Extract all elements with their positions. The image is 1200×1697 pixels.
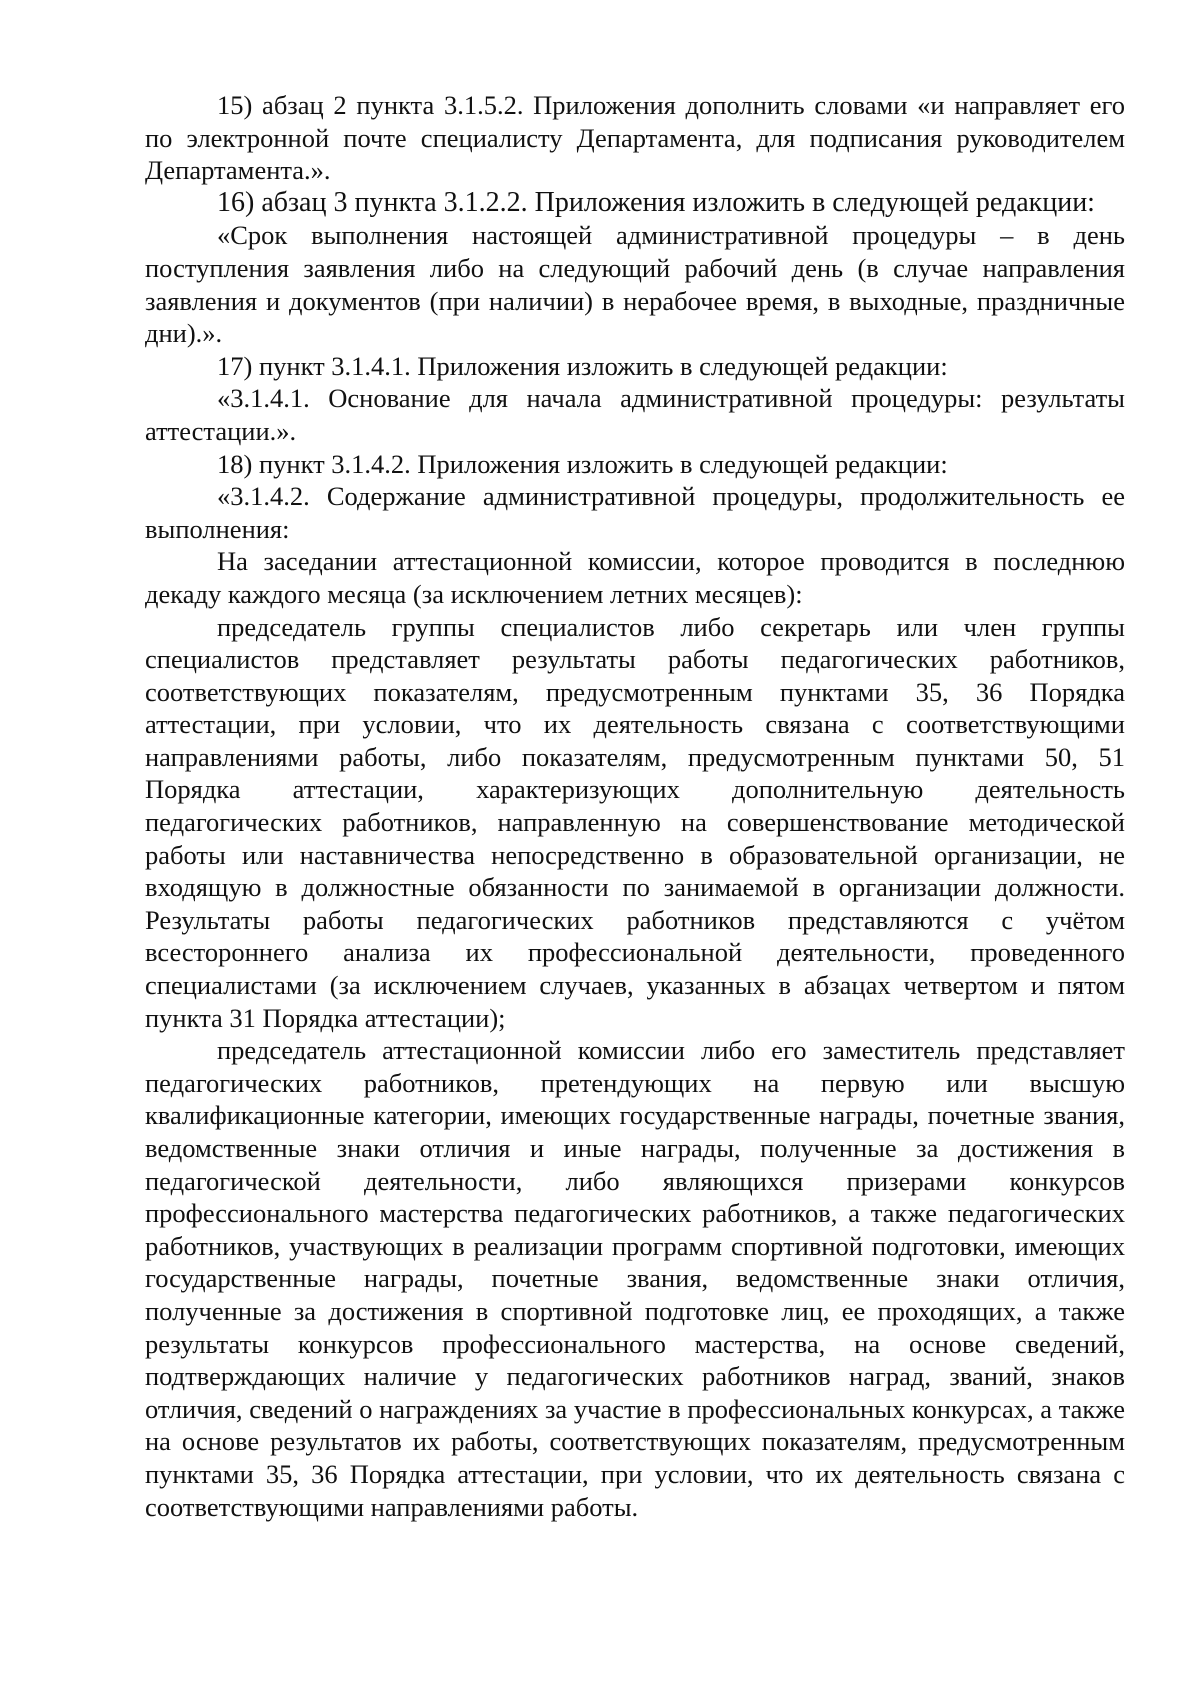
paragraph-group-chair: председатель группы специалистов либо секретарь или член группы специалистов представляет результаты работы педагогических работников, соответствующих показателям, предусмотренным пунктами 35, 36 Порядка аттестации, при условии, что их деятельность связана с соответствующими направлениями работы, либо показателям, предусмотренным пунктами 50, 51 Порядка аттестации, характеризующих дополнительную деятельность педагогических работников, направленную на совершенствование методической работы или наставничества непосредственно в образовательной организации, не входящую в должностные обязанности по занимаемой в организации должности. Результаты работы педагогических работников представляются с учётом всестороннего анализа их профессиональной деятельности, проведенного специалистами (за исключением случаев, указанных в абзацах четвертом и пятом пункта 31 Порядка аттестации); bbox=[145, 611, 1125, 1033]
paragraph-quote-deadline: «Срок выполнения настоящей административной процедуры – в день поступления заявления либо на следующий рабочий день (в случае направления заявления и документов (при наличии) в нерабочее время, в выходные, праздничные дни).». bbox=[145, 220, 1125, 349]
paragraph-commission-chair: председатель аттестационной комиссии либо его заместитель представляет педагогических работников, претендующих на первую или высшую квалификационные категории, имеющих государственные награды, почетные звания, ведомственные знаки отличия и иные награды, полученные за достижения в педагогической деятельности, либо являющихся призерами конкурсов профессионального мастерства педагогических работников, а также педагогических работников, участвующих в реализации программ спортивной подготовки, имеющих государственные награды, почетные звания, ведомственные знаки отличия, полученные за достижения в спортивной подготовке лиц, ее проходящих, а также результаты конкурсов профессионального мастерства, на основе сведений, подтверждающих наличие у педагогических работников наград, званий, знаков отличия, сведений о награждениях за участие в профессиональных конкурсах, а также на основе результатов их работы, соответствующих показателям, предусмотренным пунктами 35, 36 Порядка аттестации, при условии, что их деятельность связана с соответствующими направлениями работы. bbox=[145, 1035, 1125, 1522]
paragraph-commission-meeting: На заседании аттестационной комиссии, которое проводится в последнюю декаду каждого месяца (за исключением летних месяцев): bbox=[145, 546, 1125, 609]
paragraph-item-18: 18) пункт 3.1.4.2. Приложения изложить в следующей редакции: bbox=[217, 448, 948, 479]
paragraph-quote-3-1-4-2: «3.1.4.2. Содержание административной процедуры, продолжительность ее выполнения: bbox=[145, 481, 1125, 544]
paragraph-quote-3-1-4-1: «3.1.4.1. Основание для начала административной процедуры: результаты аттестации.». bbox=[145, 383, 1125, 446]
paragraph-item-16: 16) абзац 3 пункта 3.1.2.2. Приложения изложить в следующей редакции: bbox=[217, 186, 1095, 218]
document-body bbox=[145, 89, 1125, 1523]
paragraph-item-17: 17) пункт 3.1.4.1. Приложения изложить в следующей редакции: bbox=[217, 350, 948, 381]
paragraph-item-15: 15) абзац 2 пункта 3.1.5.2. Приложения дополнить словами «и направляет его по электронной почте специалисту Департамента, для подписания руководителем Департамента.». bbox=[145, 90, 1125, 186]
